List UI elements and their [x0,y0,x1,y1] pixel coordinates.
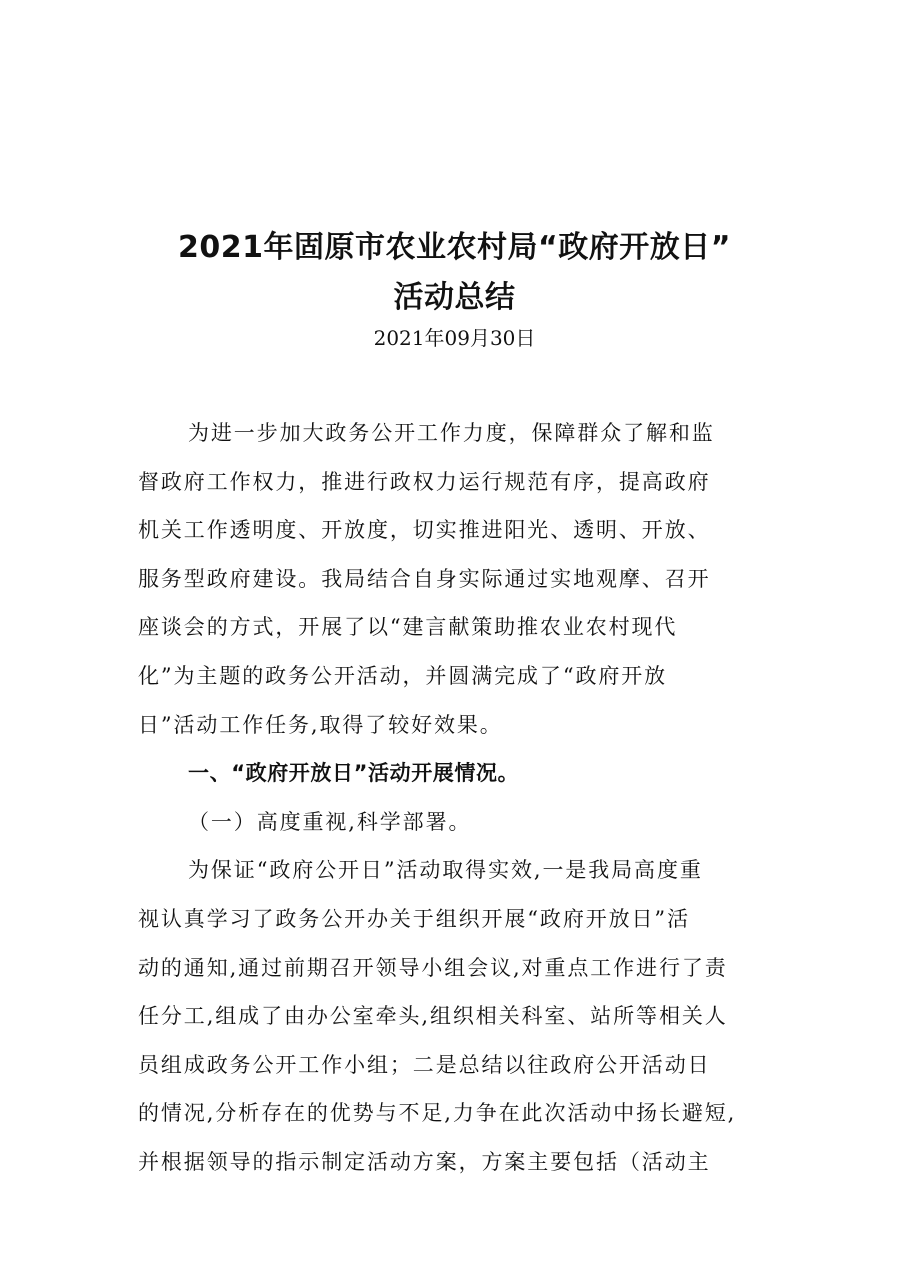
paragraph-line: 日”活动工作任务,取得了较好效果。 [138,712,503,737]
paragraph-line: 的情况,分析存在的优势与不足,力争在此次活动中扬长避短, [138,1101,737,1126]
document-title-line-1: 2021年固原市农业农村局“政府开放日” [178,230,731,265]
document-date: 2021年09月30日 [373,326,536,350]
subsection-heading: （一）高度重视,科学部署。 [188,809,472,834]
document-title-line-2: 活动总结 [393,280,516,315]
paragraph-line: 机关工作透明度、开放度，切实推进阳光、透明、开放、 [138,518,711,543]
section-heading: 一、“政府开放日”活动开展情况。 [188,761,520,786]
paragraph-line: 为保证“政府公开日”活动取得实效,一是我局高度重 [188,858,703,883]
paragraph-line: 服务型政府建设。我局结合自身实际通过实地观摩、召开 [138,566,711,591]
paragraph-line: 并根据领导的指示制定活动方案，方案主要包括（活动主 [138,1149,711,1174]
paragraph-line: 座谈会的方式，开展了以“建言献策助推农业农村现代 [138,615,678,640]
paragraph-line: 为进一步加大政务公开工作力度，保障群众了解和监 [188,421,715,445]
paragraph-line: 督政府工作权力，推进行政权力运行规范有序，提高政府 [138,469,711,494]
document-body [138,409,778,1187]
paragraph-line: 任分工,组成了由办公室牵头,组织相关科室、站所等相关人 [138,1004,728,1029]
paragraph-line: 员组成政务公开工作小组；二是总结以往政府公开活动日 [138,1052,711,1077]
paragraph-line: 化”为主题的政务公开活动，并圆满完成了“政府开放 [138,663,668,688]
paragraph-line: 视认真学习了政务公开办关于组织开展“政府开放日”活 [138,906,690,931]
paragraph-line: 动的通知,通过前期召开领导小组会议,对重点工作进行了责 [138,955,728,980]
